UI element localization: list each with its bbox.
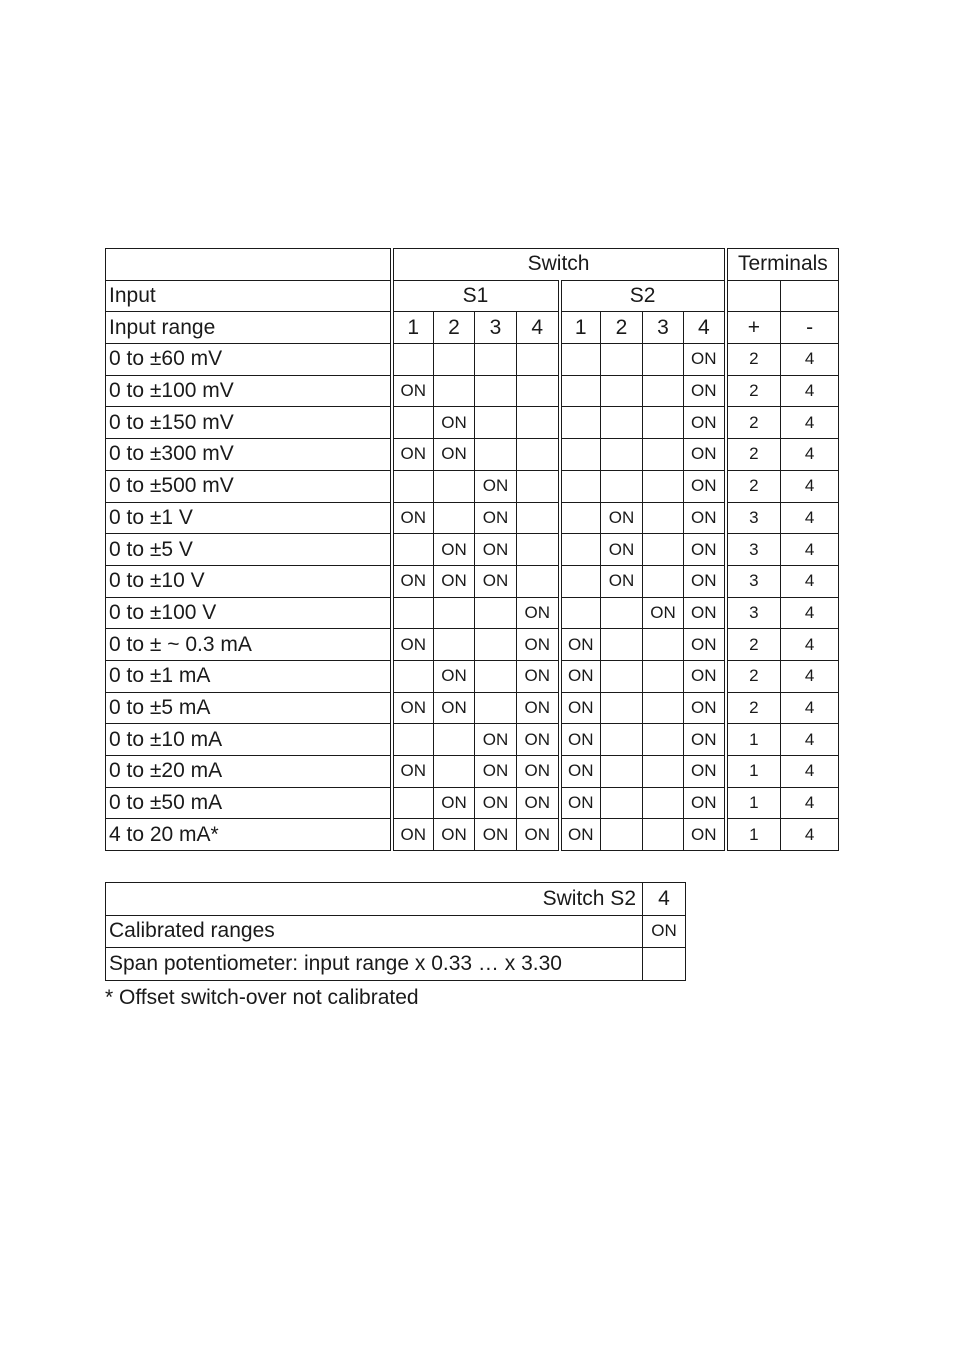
s1-switch-3-state: ON [475,565,517,597]
s1-switch-1-state [392,597,434,629]
terminal-minus-value: 4 [781,470,839,502]
s1-switch-2-state [434,375,475,407]
terminal-plus-value: 2 [726,407,781,439]
s1-switch-1-state [392,787,434,819]
s1-switch-2-state: ON [434,787,475,819]
input-range-row [106,407,839,439]
s2-switch-4-state: ON [684,660,726,692]
s1-switch-2-state: ON [434,439,475,471]
input-range-label: 0 to ±150 mV [106,407,392,439]
input-range-label: 0 to ±5 V [106,534,392,566]
terminal-plus-value: 3 [726,502,781,534]
s1-switch-2-state: ON [434,819,475,851]
s2-switch-4-state: ON [684,470,726,502]
input-range-row [106,439,839,471]
s1-switch-3-state: ON [475,534,517,566]
s1-switch-1-state: ON [392,439,434,471]
s2-switch-3-state [643,787,684,819]
terminal-minus-value: 4 [781,819,839,851]
s1-switch-4-state: ON [517,660,560,692]
s1-switch-1-state [392,407,434,439]
s2-switch-3-state [643,470,684,502]
terminal-plus-value: 2 [726,439,781,471]
s2-switch-4-state: ON [684,819,726,851]
s2-switch-3-state [643,344,684,376]
input-range-label: 0 to ±20 mA [106,756,392,788]
s2-switch-2-state [601,344,643,376]
s1-switch-4-state [517,565,560,597]
s2-switch-1-state: ON [560,660,601,692]
input-range-row [106,565,839,597]
s1-switch-4-state: ON [517,756,560,788]
terminal-minus-value: 4 [781,692,839,724]
s2-switch-3-state: ON [643,597,684,629]
s2-switch-number: 4 [684,312,726,344]
terminal-plus-value: 2 [726,692,781,724]
s2-switch-4-state: ON [684,344,726,376]
s2-switch-4-state: ON [684,629,726,661]
s2-switch-3-state [643,565,684,597]
s1-switch-3-state: ON [475,756,517,788]
s2-switch-1-state [560,439,601,471]
s2-switch-4-state: ON [684,534,726,566]
s2-switch-1-state: ON [560,819,601,851]
s2-switch-2-state [601,629,643,661]
input-range-row [106,597,839,629]
s1-switch-3-state [475,375,517,407]
input-range-row [106,819,839,851]
input-range-row [106,470,839,502]
calibration-row [106,948,686,981]
s2-switch-4-state: ON [684,375,726,407]
s1-switch-3-state [475,692,517,724]
s1-switch-number: 3 [475,312,517,344]
terminal-minus-header: - [781,312,839,344]
s2-switch-2-state [601,787,643,819]
s2-switch-2-state [601,819,643,851]
terminal-plus-value: 3 [726,534,781,566]
s2-switch-3-state [643,819,684,851]
header-terminal-blank-minus [781,280,839,312]
calibration-header-number: 4 [643,883,686,916]
s1-switch-1-state: ON [392,565,434,597]
input-range-row [106,534,839,566]
s1-switch-3-state [475,407,517,439]
terminal-minus-value: 4 [781,407,839,439]
input-range-label: 0 to ±1 mA [106,660,392,692]
input-range-row [106,692,839,724]
footnote: * Offset switch-over not calibrated [105,986,419,1009]
s2-switch-1-state: ON [560,692,601,724]
s2-switch-1-state [560,407,601,439]
header-input: Input [106,280,392,312]
switch-settings-table [105,248,839,851]
s1-switch-number: 4 [517,312,560,344]
s2-switch-1-state: ON [560,629,601,661]
s1-switch-3-state: ON [475,819,517,851]
s1-switch-3-state [475,344,517,376]
s1-switch-2-state [434,597,475,629]
s2-switch-number: 3 [643,312,684,344]
s2-switch-1-state [560,502,601,534]
s1-switch-1-state: ON [392,375,434,407]
s2-switch-4-state: ON [684,787,726,819]
input-range-label: 0 to ±100 V [106,597,392,629]
s2-switch-2-state: ON [601,502,643,534]
s1-switch-1-state [392,660,434,692]
input-range-label: 0 to ± ~ 0.3 mA [106,629,392,661]
s2-switch-4-state: ON [684,597,726,629]
header-blank-cell [106,249,392,281]
terminal-plus-value: 1 [726,724,781,756]
s2-switch-3-state [643,660,684,692]
s1-switch-4-state: ON [517,787,560,819]
s2-switch-1-state: ON [560,724,601,756]
s1-switch-3-state [475,597,517,629]
input-range-row [106,724,839,756]
s2-switch-4-state: ON [684,756,726,788]
input-range-row [106,787,839,819]
header-terminals: Terminals [726,249,839,281]
s1-switch-1-state: ON [392,819,434,851]
s2-switch-2-state [601,470,643,502]
s2-switch-2-state [601,724,643,756]
calibration-row-label: Calibrated ranges [106,915,643,948]
s1-switch-4-state: ON [517,629,560,661]
header-s2: S2 [560,280,726,312]
terminal-plus-value: 1 [726,819,781,851]
input-range-row [106,344,839,376]
s1-switch-2-state: ON [434,692,475,724]
s2-switch-2-state [601,597,643,629]
s1-switch-2-state [434,502,475,534]
s1-switch-2-state: ON [434,407,475,439]
s2-switch-4-state: ON [684,692,726,724]
s1-switch-2-state: ON [434,534,475,566]
header-row-switch [106,249,839,281]
terminal-minus-value: 4 [781,565,839,597]
s2-switch-1-state [560,565,601,597]
terminal-plus-value: 2 [726,375,781,407]
s2-switch-2-state [601,407,643,439]
s2-switch-3-state [643,534,684,566]
s2-switch-number: 2 [601,312,643,344]
input-range-label: 0 to ±300 mV [106,439,392,471]
input-range-row [106,502,839,534]
s1-switch-4-state: ON [517,724,560,756]
terminal-minus-value: 4 [781,344,839,376]
s1-switch-3-state: ON [475,787,517,819]
s1-switch-2-state [434,724,475,756]
s1-switch-2-state [434,756,475,788]
terminal-minus-value: 4 [781,787,839,819]
s2-switch-4-state: ON [684,565,726,597]
s1-switch-2-state [434,470,475,502]
header-input-range: Input range [106,312,392,344]
terminal-minus-value: 4 [781,597,839,629]
s2-switch-4-state: ON [684,724,726,756]
s2-switch-3-state [643,407,684,439]
s1-switch-2-state [434,344,475,376]
s2-switch-1-state [560,597,601,629]
s2-switch-1-state: ON [560,756,601,788]
terminal-minus-value: 4 [781,534,839,566]
terminal-plus-value: 1 [726,756,781,788]
terminal-plus-value: 2 [726,629,781,661]
s1-switch-4-state: ON [517,692,560,724]
s2-switch-3-state [643,692,684,724]
s2-switch-number: 1 [560,312,601,344]
terminal-plus-value: 2 [726,470,781,502]
s1-switch-3-state [475,439,517,471]
terminal-minus-value: 4 [781,375,839,407]
s1-switch-3-state: ON [475,502,517,534]
terminal-minus-value: 4 [781,756,839,788]
input-range-label: 0 to ±60 mV [106,344,392,376]
input-range-row [106,629,839,661]
input-range-label: 0 to ±1 V [106,502,392,534]
s1-switch-1-state [392,534,434,566]
terminal-minus-value: 4 [781,724,839,756]
calibration-header-row [106,883,686,916]
s2-switch-1-state [560,534,601,566]
s1-switch-4-state [517,375,560,407]
s2-switch-4-state: ON [684,502,726,534]
terminal-plus-value: 3 [726,565,781,597]
s1-switch-3-state [475,660,517,692]
calibration-table [105,882,686,981]
s1-switch-4-state [517,407,560,439]
s2-switch-1-state: ON [560,787,601,819]
terminal-plus-value: 3 [726,597,781,629]
header-terminal-blank-plus [726,280,781,312]
s1-switch-4-state [517,534,560,566]
s1-switch-2-state: ON [434,565,475,597]
s2-switch-3-state [643,375,684,407]
s2-switch-3-state [643,724,684,756]
input-range-label: 0 to ±50 mA [106,787,392,819]
s1-switch-4-state [517,502,560,534]
s1-switch-3-state: ON [475,724,517,756]
s1-switch-2-state: ON [434,660,475,692]
input-range-row [106,756,839,788]
s2-switch-4-state: ON [684,439,726,471]
s1-switch-1-state [392,344,434,376]
s2-switch-1-state [560,344,601,376]
s1-switch-2-state [434,629,475,661]
header-row-input-range [106,312,839,344]
s1-switch-4-state: ON [517,819,560,851]
s2-switch-2-state [601,660,643,692]
input-range-label: 0 to ±10 mA [106,724,392,756]
header-row-input [106,280,839,312]
input-range-label: 4 to 20 mA* [106,819,392,851]
calibration-row-value: ON [643,915,686,948]
calibration-header-label: Switch S2 [106,883,643,916]
terminal-plus-value: 2 [726,344,781,376]
s1-switch-number: 2 [434,312,475,344]
terminal-minus-value: 4 [781,439,839,471]
terminal-minus-value: 4 [781,502,839,534]
calibration-row-label: Span potentiometer: input range x 0.33 … x 3.30 [106,948,643,981]
s2-switch-3-state [643,629,684,661]
input-range-label: 0 to ±10 V [106,565,392,597]
s1-switch-4-state [517,344,560,376]
s1-switch-number: 1 [392,312,434,344]
s1-switch-1-state [392,724,434,756]
input-range-row [106,375,839,407]
s2-switch-2-state: ON [601,565,643,597]
s1-switch-1-state [392,470,434,502]
s2-switch-2-state [601,756,643,788]
s2-switch-3-state [643,439,684,471]
terminal-minus-value: 4 [781,629,839,661]
input-range-label: 0 to ±500 mV [106,470,392,502]
calibration-row-value [643,948,686,981]
header-switch: Switch [392,249,726,281]
input-range-row [106,660,839,692]
s1-switch-4-state [517,470,560,502]
s2-switch-2-state: ON [601,534,643,566]
s2-switch-1-state [560,470,601,502]
s2-switch-2-state [601,439,643,471]
s1-switch-1-state: ON [392,502,434,534]
s2-switch-3-state [643,502,684,534]
terminal-minus-value: 4 [781,660,839,692]
input-range-label: 0 to ±100 mV [106,375,392,407]
terminal-plus-value: 1 [726,787,781,819]
s1-switch-3-state [475,629,517,661]
s2-switch-2-state [601,375,643,407]
input-range-label: 0 to ±5 mA [106,692,392,724]
s1-switch-1-state: ON [392,756,434,788]
calibration-row [106,915,686,948]
s1-switch-1-state: ON [392,629,434,661]
s1-switch-4-state: ON [517,597,560,629]
terminal-plus-header: + [726,312,781,344]
s2-switch-3-state [643,756,684,788]
s2-switch-4-state: ON [684,407,726,439]
header-s1: S1 [392,280,560,312]
s1-switch-4-state [517,439,560,471]
s2-switch-1-state [560,375,601,407]
s1-switch-3-state: ON [475,470,517,502]
terminal-plus-value: 2 [726,660,781,692]
s1-switch-1-state: ON [392,692,434,724]
s2-switch-2-state [601,692,643,724]
